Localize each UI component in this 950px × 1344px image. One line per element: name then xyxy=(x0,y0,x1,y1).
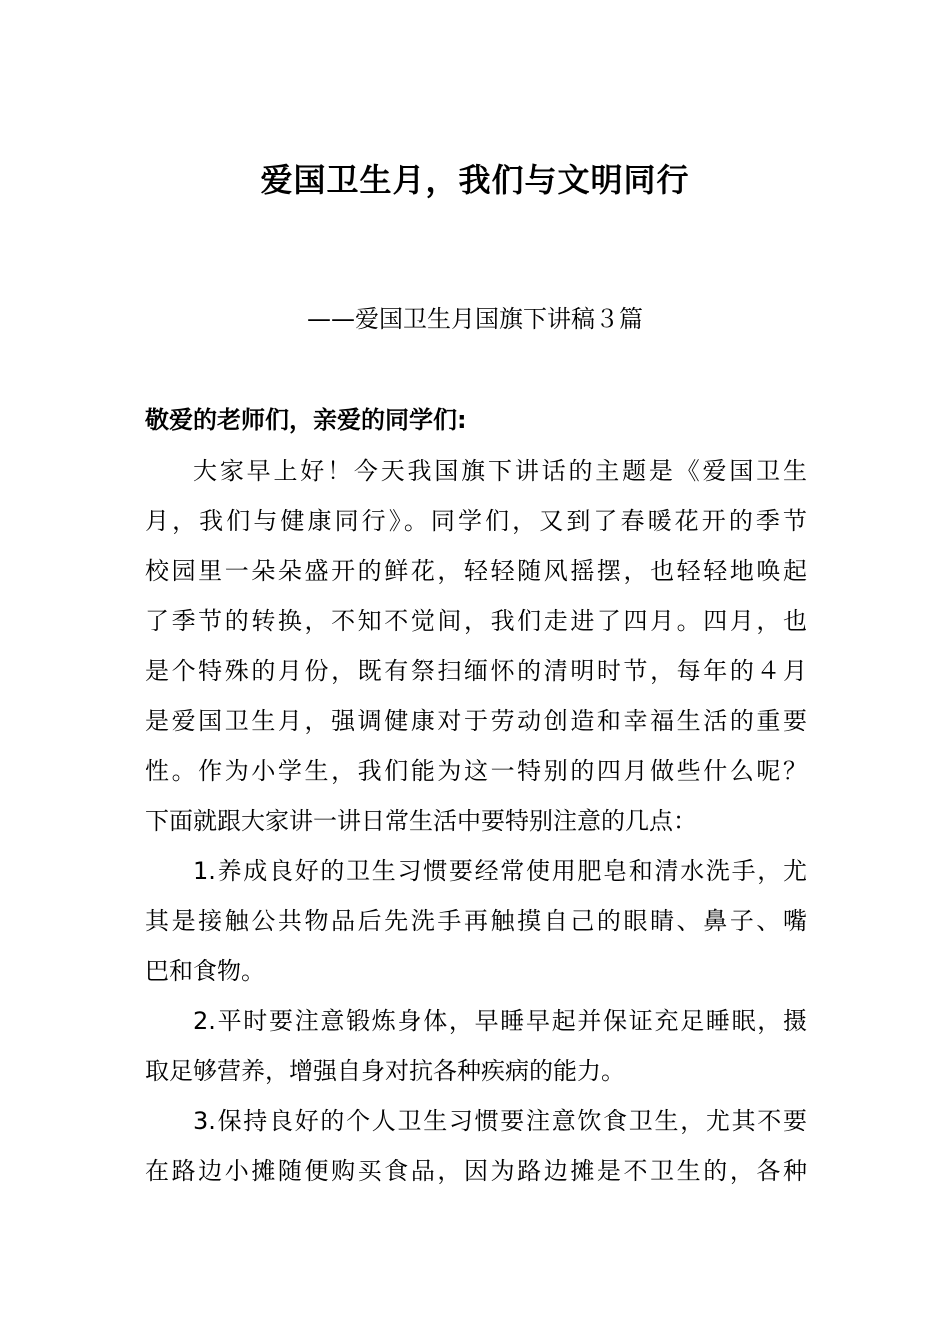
document-title: 爱国卫生月，我们与文明同行 xyxy=(260,161,690,199)
text-line: 了季节的转换，不知不觉间，我们走进了四月。四月，也 xyxy=(145,607,807,635)
text-line: 1.养成良好的卫生习惯要经常使用肥皂和清水洗手，尤 xyxy=(193,857,807,885)
greeting: 敬爱的老师们，亲爱的同学们: xyxy=(145,406,467,434)
document-subtitle: ——爱国卫生月国旗下讲稿３篇 xyxy=(307,305,643,333)
text-line: 取足够营养，增强自身对抗各种疾病的能力。 xyxy=(145,1057,625,1085)
body-text xyxy=(145,446,807,1196)
text-line: 校园里一朵朵盛开的鲜花，轻轻随风摇摆，也轻轻地唤起 xyxy=(145,557,807,585)
text-line: 性。作为小学生，我们能为这一特别的四月做些什么呢？ xyxy=(145,757,807,785)
text-line: 其是接触公共物品后先洗手再触摸自己的眼睛、鼻子、嘴 xyxy=(145,907,807,935)
text-line: 2.平时要注意锻炼身体，早睡早起并保证充足睡眠，摄 xyxy=(193,1007,807,1035)
text-line: 下面就跟大家讲一讲日常生活中要特别注意的几点： xyxy=(145,807,697,835)
text-line: 是爱国卫生月，强调健康对于劳动创造和幸福生活的重要 xyxy=(145,707,807,735)
text-line: 巴和食物。 xyxy=(145,957,265,985)
text-line: 在路边小摊随便购买食品，因为路边摊是不卫生的，各种 xyxy=(145,1157,807,1185)
text-line: 月，我们与健康同行》。同学们，又到了春暖花开的季节 xyxy=(145,507,807,535)
text-line: 3.保持良好的个人卫生习惯要注意饮食卫生，尤其不要 xyxy=(193,1107,807,1135)
text-line: 是个特殊的月份，既有祭扫缅怀的清明时节，每年的４月 xyxy=(145,657,807,685)
text-line: 大家早上好！今天我国旗下讲话的主题是《爱国卫生 xyxy=(193,457,807,485)
